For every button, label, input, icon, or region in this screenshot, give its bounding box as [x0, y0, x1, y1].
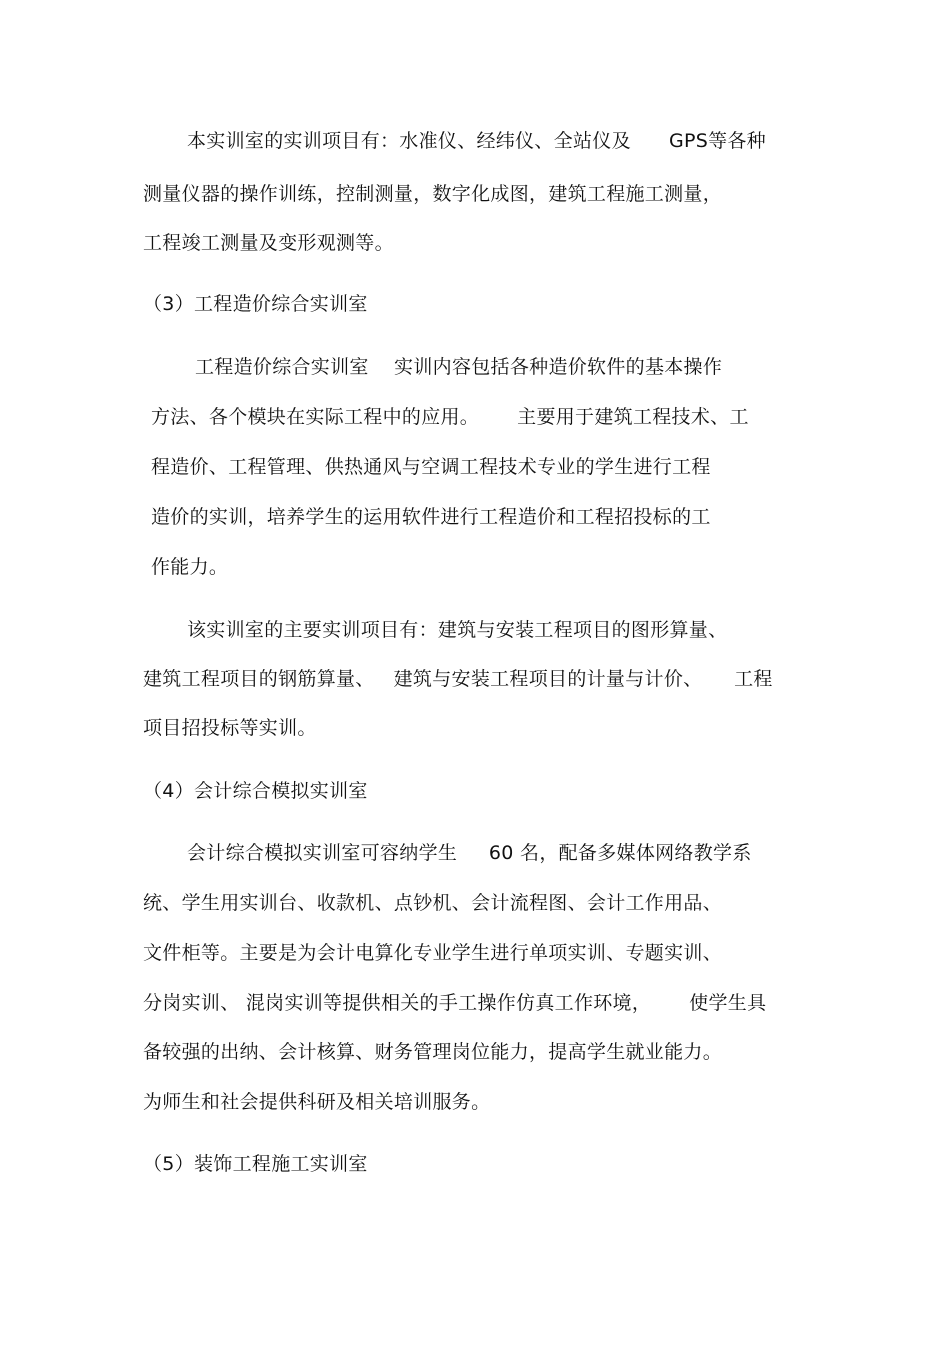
text-line: 本实训室的实训项目有：水准仪、经纬仪、全站仪及 GPS等各种 [187, 130, 766, 152]
text-line: 备较强的出纳、会计核算、财务管理岗位能力，提高学生就业能力。 [143, 1041, 723, 1063]
text-line: 作能力。 [151, 556, 229, 578]
section-heading: （3）工程造价综合实训室 [143, 293, 368, 315]
text-line: 程造价、工程管理、供热通风与空调工程技术专业的学生进行工程 [151, 456, 711, 478]
text-line: 该实训室的主要实训项目有：建筑与安装工程项目的图形算量、 [187, 619, 728, 641]
text-line: 工程造价综合实训室 实训内容包括各种造价软件的基本操作 [195, 356, 723, 378]
text-line: 文件柜等。主要是为会计电算化专业学生进行单项实训、专题实训、 [143, 942, 723, 964]
text-line: 测量仪器的操作训练，控制测量，数字化成图，建筑工程施工测量， [143, 183, 723, 205]
text-line: 造价的实训，培养学生的运用软件进行工程造价和工程招投标的工 [151, 506, 711, 528]
section-heading: （5）装饰工程施工实训室 [143, 1153, 368, 1175]
text-line: 建筑工程项目的钢筋算量、 建筑与安装工程项目的计量与计价、 工程 [143, 668, 773, 690]
text-line: 方法、各个模块在实际工程中的应用。 主要用于建筑工程技术、工 [151, 406, 749, 428]
section-heading: （4）会计综合模拟实训室 [143, 780, 368, 802]
text-line: 为师生和社会提供科研及相关培训服务。 [143, 1091, 491, 1113]
text-line: 工程竣工测量及变形观测等。 [143, 232, 394, 254]
text-line: 项目招投标等实训。 [143, 717, 317, 739]
text-line: 会计综合模拟实训室可容纳学生 60 名，配备多媒体网络教学系 [187, 842, 752, 864]
text-line: 分岗实训、 混岗实训等提供相关的手工操作仿真工作环境， 使学生具 [143, 992, 767, 1014]
text-line: 统、学生用实训台、收款机、点钞机、会计流程图、会计工作用品、 [143, 892, 723, 914]
